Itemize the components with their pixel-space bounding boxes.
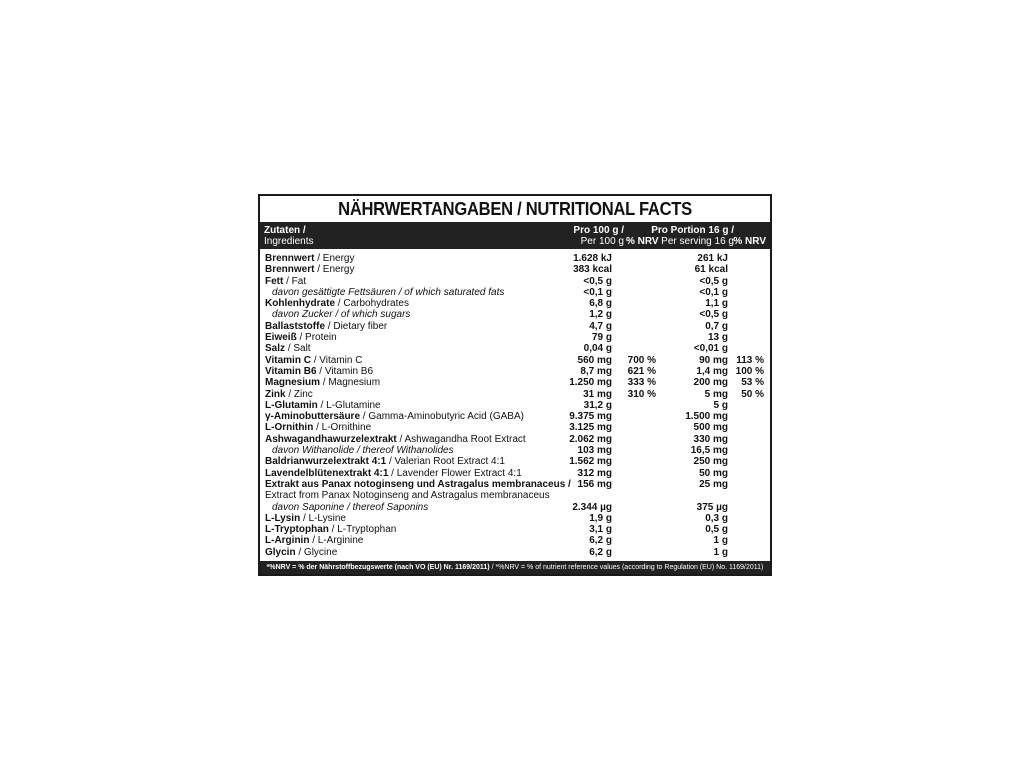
nutrient-name-en: davon Saponine / thereof Saponins xyxy=(272,501,429,513)
nutrition-row xyxy=(260,355,770,366)
nutrient-name-en: / Vitamin C xyxy=(310,354,363,366)
nutrition-row xyxy=(260,298,770,309)
header-nrv-100g: % NRV xyxy=(626,236,659,247)
nutrient-name-de: Baldrianwurzelextrakt 4:1 xyxy=(265,456,387,468)
nutrient-name-en: / Carbohydrates xyxy=(335,298,409,310)
value-per-portion: 50 mg xyxy=(699,467,728,479)
nutrition-row xyxy=(260,490,770,501)
nutrition-row xyxy=(260,343,770,354)
nutrient-name xyxy=(265,468,522,479)
nrv-per-portion: 100 % xyxy=(735,365,764,377)
nutrient-name xyxy=(265,479,571,490)
value-per-portion: <0,5 g xyxy=(699,275,728,287)
nutrient-name-en: / Protein xyxy=(296,332,337,344)
value-per-100g: 6,2 g xyxy=(589,546,612,558)
nutrient-name-en: / L-Arginine xyxy=(309,535,364,547)
value-per-100g: 1,2 g xyxy=(589,309,612,321)
nutrient-name xyxy=(265,343,311,354)
nutrient-name-en: / Energy xyxy=(314,264,355,276)
nutrient-name-de: Ashwagandhawurzelextrakt xyxy=(265,433,397,445)
value-per-100g: 2.344 µg xyxy=(572,501,612,513)
value-per-portion: 1,4 mg xyxy=(696,365,728,377)
value-per-portion: 200 mg xyxy=(693,377,728,389)
nutrient-name-de: L-Tryptophan xyxy=(265,524,329,536)
nutrient-name-de: L-Lysin xyxy=(265,512,301,524)
nutrient-name-de: Lavendelblütenextrakt 4:1 xyxy=(265,467,389,479)
nutrient-name-en: / L-Glutamine xyxy=(317,399,381,411)
nutrition-row xyxy=(260,422,770,433)
value-per-100g: 4,7 g xyxy=(589,320,612,332)
nrv-per-portion: 50 % xyxy=(741,388,764,400)
nutrition-row xyxy=(260,264,770,275)
nutrition-row xyxy=(260,400,770,411)
nutrient-name xyxy=(265,355,362,366)
value-per-portion: 261 kJ xyxy=(697,253,728,264)
value-per-100g: 560 mg xyxy=(577,354,612,366)
nutrient-name-en: davon gesättigte Fettsäuren / of which saturated fats xyxy=(272,286,505,298)
nutrient-name-en: / L-Lysine xyxy=(300,512,346,524)
nutrient-name-de: L-Ornithin xyxy=(265,422,314,434)
value-per-portion: 1 g xyxy=(713,546,728,558)
nutrition-row xyxy=(260,287,770,298)
label-title: NÄHRWERTANGABEN / NUTRITIONAL FACTS xyxy=(338,199,692,219)
value-per-portion: 25 mg xyxy=(699,478,728,490)
nutrient-name xyxy=(265,411,524,422)
table-header xyxy=(260,222,770,249)
nutrient-name xyxy=(265,264,354,275)
nutrient-name-de: Eiweiß xyxy=(265,332,297,344)
nutrition-row xyxy=(260,276,770,287)
nutrient-name xyxy=(265,253,354,264)
nrv-per-100g: 621 % xyxy=(627,365,656,377)
value-per-100g: 1.628 kJ xyxy=(573,253,612,264)
nutrient-name-en: / Lavender Flower Extract 4:1 xyxy=(388,467,522,479)
nutrient-name-de: Salz xyxy=(265,343,286,355)
nutrition-row xyxy=(260,366,770,377)
nutrient-name-de: γ-Aminobuttersäure xyxy=(265,411,361,423)
header-per100-de: Pro 100 g / xyxy=(573,225,624,236)
value-per-100g: 156 mg xyxy=(577,478,612,490)
nutrition-row xyxy=(260,468,770,479)
value-per-100g: 79 g xyxy=(591,332,612,344)
value-per-portion: 0,7 g xyxy=(705,320,728,332)
value-per-portion: 90 mg xyxy=(699,354,728,366)
nutrient-name xyxy=(265,490,550,501)
nutrient-name-de: Brennwert xyxy=(265,264,315,276)
value-per-100g: 31 mg xyxy=(583,388,612,400)
value-per-portion: 375 µg xyxy=(696,501,728,513)
value-per-100g: 8,7 mg xyxy=(580,365,612,377)
nrv-per-portion: 113 % xyxy=(736,354,764,366)
value-per-100g: 0,04 g xyxy=(583,343,612,355)
nutrient-name-en: davon Withanolide / thereof Withanolides xyxy=(272,445,454,457)
nutrient-name xyxy=(272,309,410,320)
value-per-portion: 0,3 g xyxy=(705,512,728,524)
header-ingredients-en: Ingredients xyxy=(264,236,314,247)
value-per-portion: 61 kcal xyxy=(694,264,728,276)
nutrient-name-de: L-Glutamin xyxy=(265,399,318,411)
value-per-100g: <0,1 g xyxy=(583,286,612,298)
nutrient-name xyxy=(265,389,313,400)
nutrient-name-en: / Dietary fiber xyxy=(325,320,388,332)
nutrient-name xyxy=(272,287,504,298)
value-per-portion: 1.500 mg xyxy=(685,411,728,423)
nrv-footnote xyxy=(260,561,770,574)
value-per-portion: <0,1 g xyxy=(699,286,728,298)
nutrient-name xyxy=(265,524,396,535)
value-per-portion: 1,1 g xyxy=(705,298,728,310)
nutrient-name-en: / L-Ornithine xyxy=(313,422,372,434)
header-nrv-portion: % NRV xyxy=(733,236,766,247)
nutrient-name-de: Fett xyxy=(265,275,284,287)
header-portion-de: Pro Portion 16 g / xyxy=(651,225,734,236)
value-per-portion: 16,5 mg xyxy=(690,445,728,457)
nutrient-name xyxy=(265,400,381,411)
value-per-portion: 13 g xyxy=(707,332,728,344)
value-per-portion: 330 mg xyxy=(693,433,728,445)
value-per-100g: 383 kcal xyxy=(573,264,612,276)
nutrition-row xyxy=(260,456,770,467)
nutrient-name-en: / Zinc xyxy=(285,388,313,400)
value-per-100g: 9.375 mg xyxy=(569,411,612,423)
nutrient-name-en: / Energy xyxy=(314,253,355,264)
value-per-100g: <0,5 g xyxy=(583,275,612,287)
nutrient-name xyxy=(265,535,363,546)
nutrient-name xyxy=(265,547,337,558)
nutrient-name-en: / Fat xyxy=(283,275,307,287)
nutrient-name-en: / Vitamin B6 xyxy=(316,365,374,377)
nutrient-name xyxy=(265,377,380,388)
nutrient-name-en: / Valerian Root Extract 4:1 xyxy=(386,456,505,468)
value-per-100g: 31,2 g xyxy=(583,399,612,411)
value-per-100g: 103 mg xyxy=(577,445,612,457)
nutrition-row xyxy=(260,332,770,343)
nutrient-name-en: / Salt xyxy=(285,343,311,355)
nutrient-name-en: / Gamma-Aminobutyric Acid (GABA) xyxy=(360,411,524,423)
nutrient-name-de: Vitamin C xyxy=(265,354,311,366)
nutrient-name xyxy=(272,502,428,513)
footnote-de: *%NRV = % der Nährstoffbezugswerte (nach VO (EU) Nr. 1169/2011) xyxy=(266,564,490,571)
nutrient-name-de: Magnesium xyxy=(265,377,321,389)
nutrition-row xyxy=(260,309,770,320)
value-per-portion: 5 g xyxy=(713,399,728,411)
nutrient-name-en: / Magnesium xyxy=(320,377,381,389)
value-per-100g: 6,8 g xyxy=(589,298,612,310)
value-per-100g: 312 mg xyxy=(577,467,612,479)
nutrition-row xyxy=(260,253,770,264)
nutrition-row xyxy=(260,389,770,400)
header-ingredients xyxy=(264,225,313,247)
nutrient-name-en: / L-Tryptophan xyxy=(328,524,397,536)
nutrition-row xyxy=(260,513,770,524)
nutrient-name-de: Extrakt aus Panax notoginseng und Astragalus membranaceus / xyxy=(265,478,571,490)
value-per-100g: 3.125 mg xyxy=(569,422,612,434)
nrv-per-100g: 310 % xyxy=(627,388,656,400)
value-per-portion: 250 mg xyxy=(693,456,728,468)
nutrition-rows xyxy=(260,249,770,558)
nutrient-name xyxy=(265,434,526,445)
nutrient-name xyxy=(272,445,454,456)
value-per-portion: 1 g xyxy=(713,535,728,547)
nutrient-name-de: L-Arginin xyxy=(265,535,310,547)
value-per-100g: 1.562 mg xyxy=(569,456,612,468)
nutrient-name xyxy=(265,332,337,343)
nutrient-name xyxy=(265,456,505,467)
nutrient-name xyxy=(265,276,306,287)
nutrient-name-de: Glycin xyxy=(265,546,296,558)
nutrition-row xyxy=(260,445,770,456)
value-per-100g: 2.062 mg xyxy=(569,433,612,445)
nutrition-row xyxy=(260,377,770,388)
value-per-100g: 1,9 g xyxy=(589,512,612,524)
nutrition-row xyxy=(260,321,770,332)
nutrient-name xyxy=(265,298,409,309)
header-per-portion xyxy=(651,225,734,247)
nrv-per-100g: 700 % xyxy=(627,354,656,366)
nutrient-name-de: Zink xyxy=(265,388,286,400)
header-ingredients-de: Zutaten / xyxy=(264,225,306,236)
value-per-100g: 3,1 g xyxy=(589,524,612,536)
nutrient-name xyxy=(265,366,373,377)
nutrition-row xyxy=(260,434,770,445)
value-per-portion: 5 mg xyxy=(704,388,728,400)
nrv-per-100g: 333 % xyxy=(627,377,656,389)
nutrient-name-de: Kohlenhydrate xyxy=(265,298,336,310)
nutrient-name-en: / Ashwagandha Root Extract xyxy=(396,433,526,445)
nutrient-name xyxy=(265,513,346,524)
nutrient-name xyxy=(265,321,387,332)
nutrition-row xyxy=(260,547,770,558)
nutrition-row xyxy=(260,479,770,490)
nutrition-row xyxy=(260,411,770,422)
footnote-en: / *%NRV = % of nutrient reference values (according to Regulation (EU) No. 1169/2011) xyxy=(489,564,764,571)
nutrition-facts-label xyxy=(258,194,772,576)
value-per-portion: <0,5 g xyxy=(699,309,728,321)
value-per-100g: 6,2 g xyxy=(589,535,612,547)
nutrient-name xyxy=(265,422,371,433)
nutrient-name-de: Vitamin B6 xyxy=(265,365,317,377)
nutrient-name-en: Extract from Panax Notoginseng and Astragalus membranaceus xyxy=(265,490,550,502)
value-per-portion: <0,01 g xyxy=(693,343,728,355)
value-per-portion: 500 mg xyxy=(693,422,728,434)
value-per-portion: 0,5 g xyxy=(705,524,728,536)
nutrition-row xyxy=(260,524,770,535)
nutrient-name-de: Ballaststoffe xyxy=(265,320,326,332)
nutrition-row xyxy=(260,535,770,546)
nutrient-name-de: Brennwert xyxy=(265,253,315,264)
nrv-per-portion: 53 % xyxy=(741,377,764,389)
header-per-100g xyxy=(573,225,624,247)
nutrient-name-en: / Glycine xyxy=(295,546,338,558)
nutrition-row xyxy=(260,502,770,513)
nutrient-name-en: davon Zucker / of which sugars xyxy=(272,309,411,321)
value-per-100g: 1.250 mg xyxy=(569,377,612,389)
header-per100-en: Per 100 g xyxy=(580,236,624,247)
header-portion-en: Per serving 16 g xyxy=(661,236,734,247)
